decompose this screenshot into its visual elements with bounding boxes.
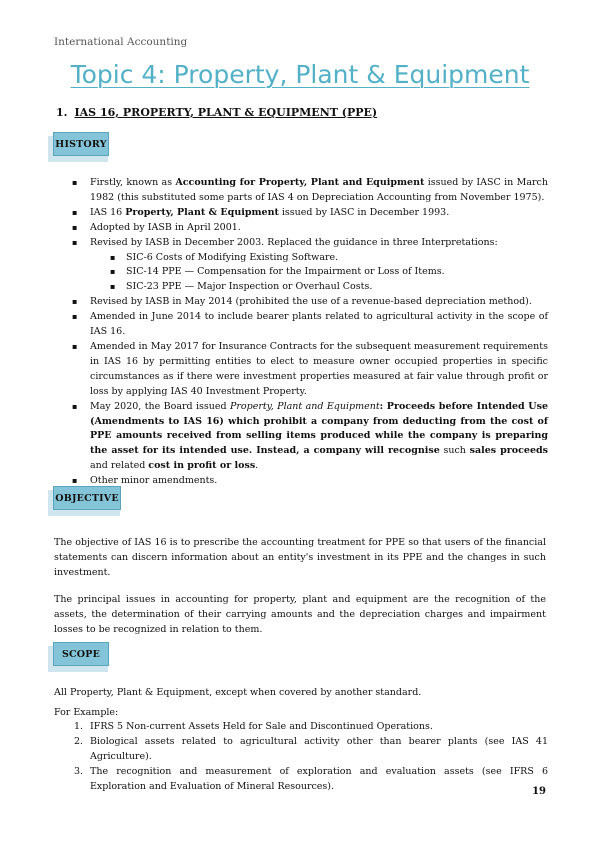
section-title: IAS 16, PROPERTY, PLANT & EQUIPMENT (PPE)	[74, 106, 378, 119]
objective-tag	[48, 490, 120, 516]
sub-list-item: ▪ SIC-23 PPE — Major Inspection or Overhaul Costs.	[90, 280, 548, 295]
list-item: ▪ Firstly, known as Accounting for Property, Plant and Equipment issued by IASC in March 1982 (this substituted some parts of IAS 4 on Depreciation Accounting from November 1975).	[70, 176, 548, 206]
history-list	[70, 176, 548, 489]
list-item: ▪ Other minor amendments.	[70, 474, 548, 489]
list-item: ▪ Revised by IASB in December 2003. Replaced the guidance in three Interpretations: ▪ SIC-6 Costs of Modifying Existing Software. ▪ SIC-14 PPE — Compensation for the Impairment or Loss of Items. ▪ SIC-23 PPE — Major Inspection or Overhaul Costs.	[70, 236, 548, 296]
scope-example-label: For Example:	[54, 707, 119, 718]
objective-paragraph: The principal issues in accounting for property, plant and equipment are the recognition of the assets, the determination of their carrying amounts and the depreciation charges and impairment losses to be recognized in relation to them.	[54, 594, 546, 635]
history-tag	[48, 136, 108, 162]
list-item: 2. Biological assets related to agricultural activity other than bearer plants (see IAS 41 Agriculture).	[74, 736, 548, 762]
section-heading	[56, 106, 377, 119]
list-item: 1. IFRS 5 Non-current Assets Held for Sale and Discontinued Operations.	[74, 721, 433, 732]
list-item: ▪ Amended in May 2017 for Insurance Contracts for the subsequent measurement requirements in IAS 16 by permitting entities to elect to measure owner occupied properties in specific circumstances as if there were investment properties measured at fair value through profit or loss by applying IAS 40 Investment Property.	[70, 340, 548, 400]
list-item: 3. The recognition and measurement of exploration and evaluation assets (see IFRS 6 Exploration and Evaluation of Mineral Resources).	[74, 766, 548, 792]
sub-list-item: ▪ SIC-14 PPE — Compensation for the Impairment or Loss of Items.	[90, 265, 548, 280]
objective-paragraph: The objective of IAS 16 is to prescribe the accounting treatment for PPE so that users of the financial statements can discern information about an entity's investment in its PPE and the changes in such investment.	[54, 537, 546, 578]
sub-list-item: ▪ SIC-6 Costs of Modifying Existing Software.	[90, 251, 548, 266]
scope-paragraph: All Property, Plant & Equipment, except when covered by another standard.	[54, 687, 422, 698]
list-item: ▪ Amended in June 2014 to include bearer plants related to agricultural activity in the scope of IAS 16.	[70, 310, 548, 340]
history-tag-label: HISTORY	[53, 132, 109, 156]
scope-tag-label: SCOPE	[53, 642, 109, 666]
page-number: 19	[532, 786, 546, 797]
list-item: ▪ Adopted by IASB in April 2001.	[70, 221, 548, 236]
sub-list	[90, 251, 548, 296]
list-item: ▪ Revised by IASB in May 2014 (prohibited the use of a revenue-based depreciation method).	[70, 295, 548, 310]
page-title: Topic 4: Property, Plant & Equipment	[70, 60, 530, 89]
scope-list	[54, 719, 548, 794]
section-number: 1.	[56, 106, 68, 119]
objective-tag-label: OBJECTIVE	[53, 486, 121, 510]
list-item: ▪ IAS 16 Property, Plant & Equipment issued by IASC in December 1993.	[70, 206, 548, 221]
scope-tag	[48, 646, 108, 672]
list-item: ▪ May 2020, the Board issued Property, Plant and Equipment: Proceeds before Intended Use (Amendments to IAS 16) which prohibit a company from deducting from the cost of PPE amounts received from selling items produced while the company is preparing the asset for its intended use. Instead, a company will recognise such sales proceeds and related cost in profit or loss.	[70, 400, 548, 475]
running-header: International Accounting	[54, 36, 188, 48]
